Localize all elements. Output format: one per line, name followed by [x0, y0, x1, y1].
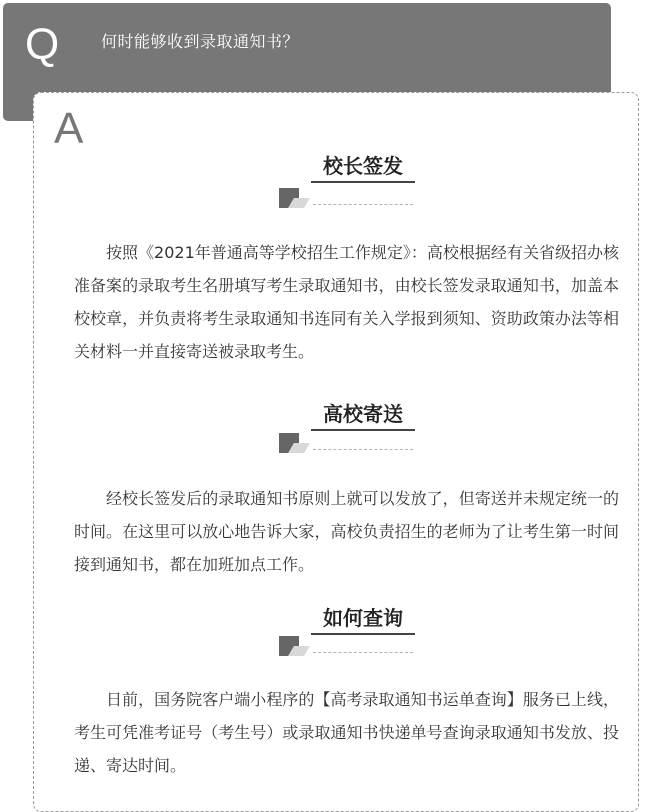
section-paragraph-principal-sign: 按照《2021年普通高等学校招生工作规定》：高校根据经有关省级招办核准备案的录取考生名册填写考生录取通知书，由校长签发录取通知书，加盖本校校章，并负责将考生录取通知书连同有关入学报到须知、资助政策办法等相关材料一并直接寄送被录取考生。	[74, 243, 619, 361]
section-title-school-mailing: 高校寄送	[311, 399, 415, 431]
section-title-principal-sign: 校长签发	[311, 151, 415, 183]
section-paragraph-school-mailing: 经校长签发后的录取通知书原则上就可以发放了，但寄送并未规定统一的时间。在这里可以放心地告诉大家，高校负责招生的老师为了让考生第一时间接到通知书，都在加班加点工作。	[74, 489, 619, 574]
answer-card	[33, 92, 639, 812]
answer-letter: A	[54, 104, 84, 153]
section-paragraph-how-to-query: 日前，国务院客户端小程序的【高考录取通知书运单查询】服务已上线，考生可凭准考证号（考生号）或录取通知书快递单号查询录取通知书发放、投递、寄达时间。	[74, 690, 619, 775]
section-title-how-to-query: 如何查询	[311, 603, 415, 635]
question-letter: Q	[25, 20, 60, 69]
section-divider-icon	[279, 188, 419, 212]
section-divider-icon	[279, 433, 419, 457]
question-text: 何时能够收到录取通知书？	[101, 32, 300, 51]
section-divider-icon	[279, 636, 419, 660]
